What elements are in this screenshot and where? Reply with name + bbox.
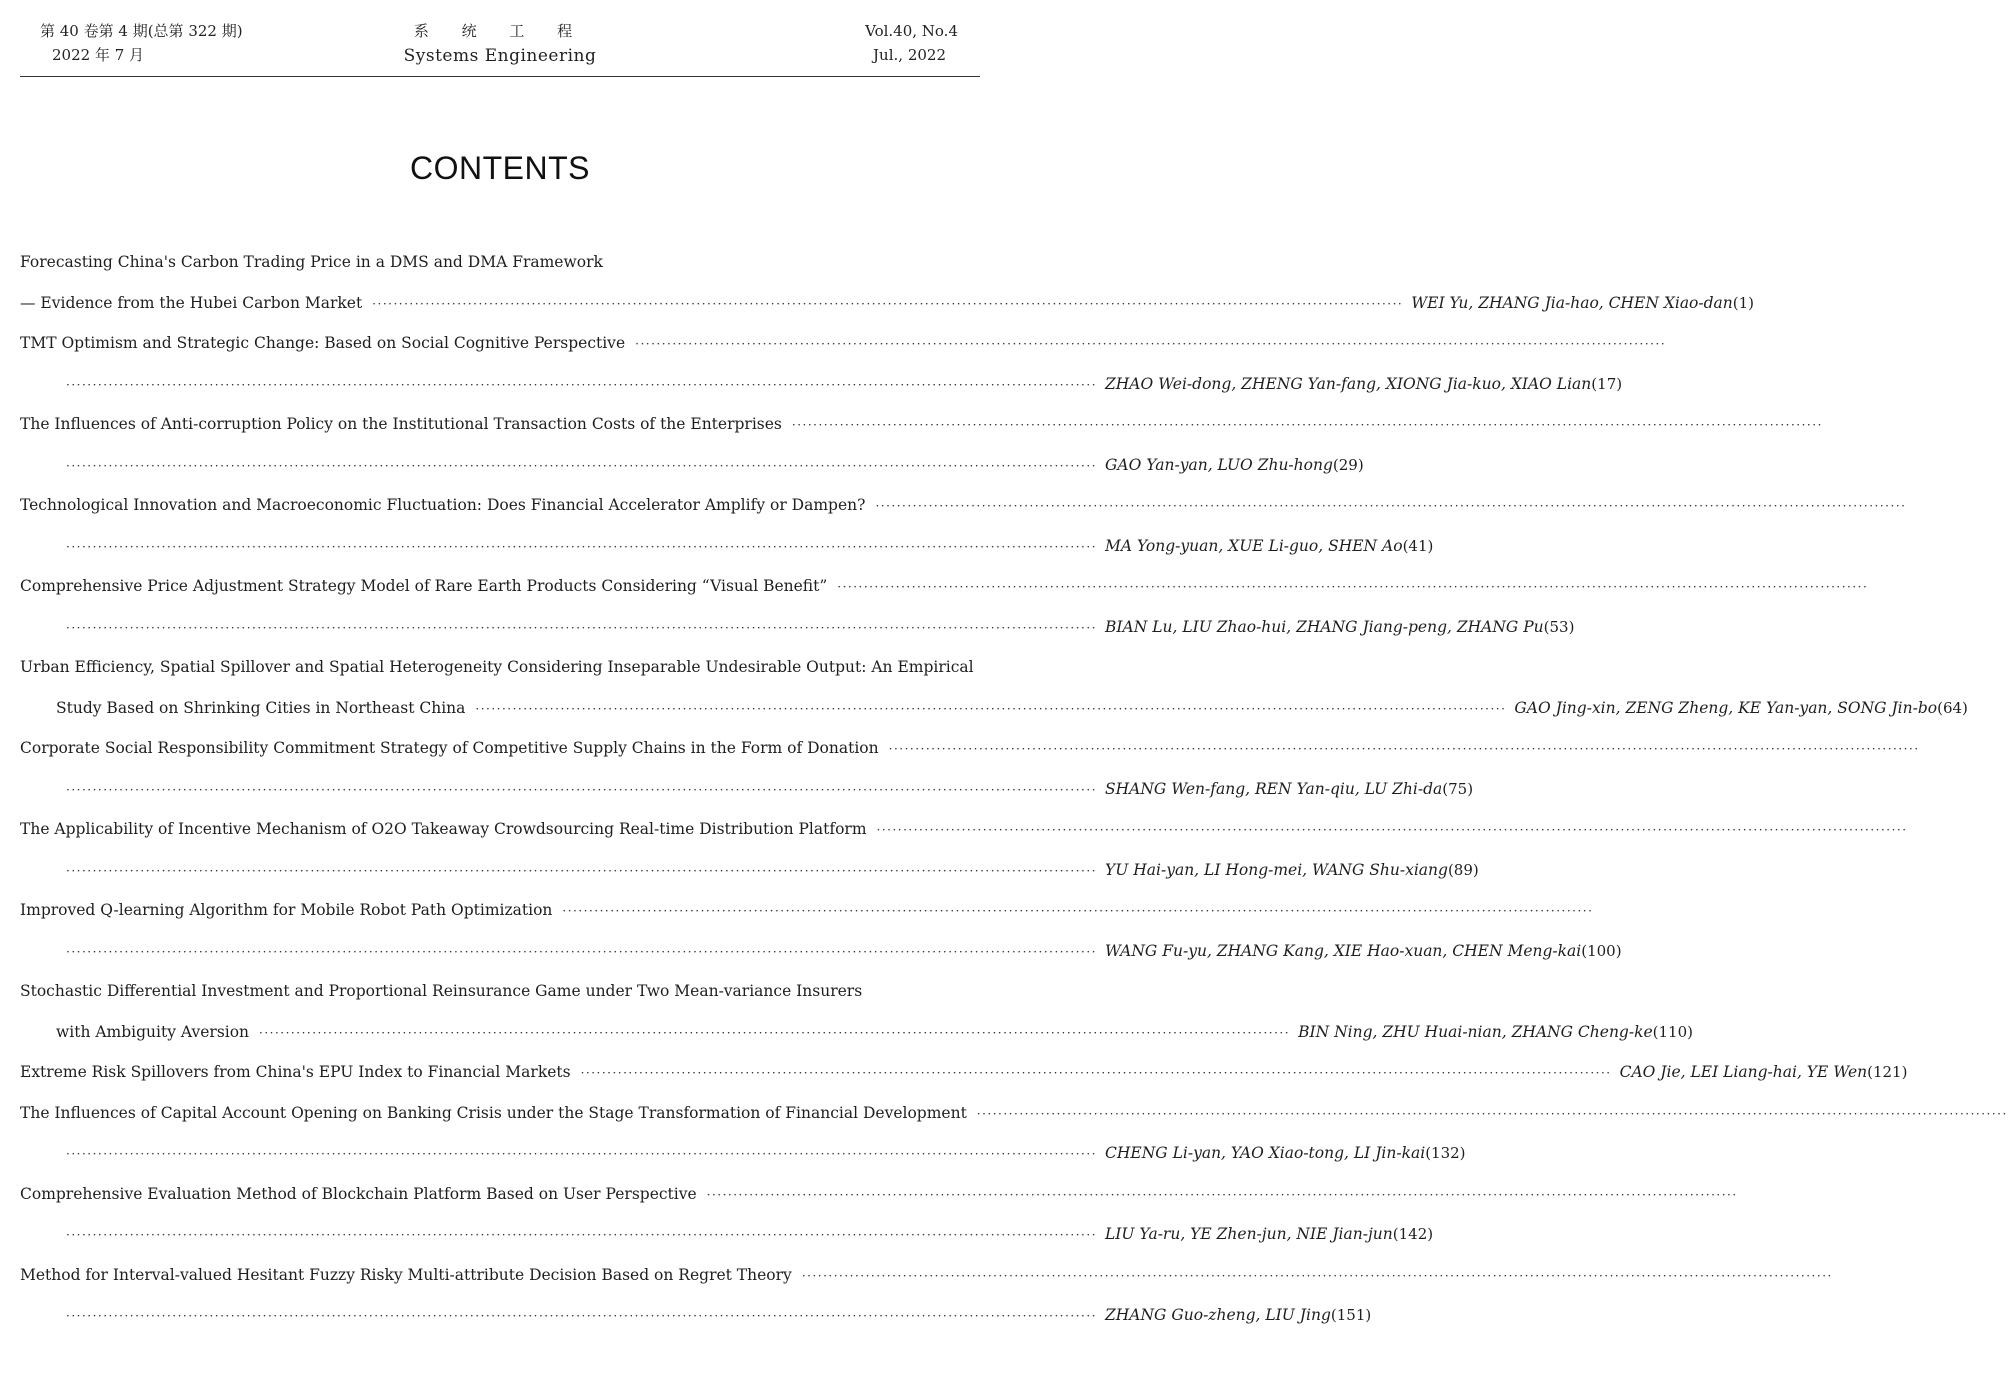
toc-line [20, 809, 980, 850]
date-cn: 2022 年 7 月 [52, 46, 145, 64]
entry-page: (1) [1732, 293, 1755, 312]
entry-title: Method for Interval-valued Hesitant Fuzzy Risky Multi-attribute Decision Based on Regret Theory [20, 1265, 792, 1284]
toc-entry[interactable] [20, 404, 1364, 485]
entry-authors: BIN Ning, ZHU Huai-nian, ZHANG Cheng-ke [1298, 1022, 1653, 1041]
entry-authors: WANG Fu-yu, ZHANG Kang, XIE Hao-xuan, CHEN Meng-kai [1105, 941, 1582, 960]
entry-page: (132) [1425, 1144, 1466, 1162]
entry-title: Technological Innovation and Macroeconomic Fluctuation: Does Financial Accelerator Amplify or Dampen? [20, 496, 866, 514]
leader-dots [66, 608, 1097, 649]
entry-authors: BIAN Lu, LIU Zhao-hui, ZHANG Jiang-peng, ZHANG Pu [1105, 617, 1544, 636]
leader-dots [66, 446, 1097, 487]
toc-entry[interactable] [20, 242, 1755, 323]
entry-authors: LIU Ya-ru, YE Zhen-jun, NIE Jian-jun [1105, 1225, 1393, 1243]
leader-dots [66, 851, 1097, 892]
volume-cn: 第 40 卷第 4 期(总第 322 期) [40, 22, 243, 40]
toc-line [20, 323, 980, 364]
leader-dots [802, 1256, 1833, 1297]
toc-line [20, 769, 1474, 810]
toc-line [20, 850, 1479, 891]
journal-name-en: Systems Engineering [403, 46, 597, 66]
entry-page: (100) [1581, 941, 1622, 960]
leader-dots [707, 1175, 1738, 1216]
entry-authors: CAO Jie, LEI Liang-hai, YE Wen [1619, 1063, 1868, 1081]
toc-line [20, 566, 980, 607]
toc-line [20, 728, 980, 769]
toc-entry[interactable] [20, 1052, 1908, 1093]
entry-authors: ZHANG Guo-zheng, LIU Jing [1105, 1306, 1331, 1324]
leader-dots [875, 486, 1906, 527]
toc-line [20, 1174, 980, 1215]
leader-dots [635, 324, 1666, 365]
toc-line [20, 404, 980, 445]
toc-entry[interactable] [20, 485, 1434, 566]
toc-line [20, 890, 980, 931]
toc-entry[interactable] [20, 1093, 1466, 1174]
entry-title: Forecasting China's Carbon Trading Price in a DMS and DMA Framework [20, 253, 603, 271]
leader-dots [259, 1013, 1290, 1054]
entry-title: The Influences of Capital Account Opening on Banking Crisis under the Stage Transformation of Financial Development [20, 1103, 967, 1122]
toc-entry[interactable] [20, 323, 1623, 404]
entry-page: (151) [1330, 1306, 1372, 1324]
leader-dots [837, 567, 1868, 608]
entry-title-cont: — Evidence from the Hubei Carbon Market [20, 293, 363, 312]
leader-dots [977, 1094, 2008, 1135]
toc-entry[interactable] [20, 890, 1622, 971]
leader-dots [792, 405, 1823, 446]
toc-line [20, 1214, 1434, 1255]
entry-authors: YU Hai-yan, LI Hong-mei, WANG Shu-xiang [1105, 860, 1448, 879]
toc-line [20, 971, 980, 1012]
leader-dots [66, 1134, 1097, 1175]
toc-line [20, 445, 1364, 486]
entry-title: Improved Q-learning Algorithm for Mobile Robot Path Optimization [20, 901, 553, 919]
toc-line [20, 607, 1575, 648]
toc-line [20, 1093, 980, 1134]
leader-dots [889, 729, 1920, 770]
entry-title: Corporate Social Responsibility Commitment Strategy of Competitive Supply Chains in the Form of Donation [20, 739, 879, 757]
entry-authors: GAO Yan-yan, LUO Zhu-hong [1105, 455, 1333, 474]
entry-page: (75) [1442, 779, 1474, 798]
toc-entry[interactable] [20, 728, 1474, 809]
toc-line [20, 1052, 1908, 1093]
entry-title-cont: Study Based on Shrinking Cities in Northeast China [56, 698, 466, 717]
entry-title: Urban Efficiency, Spatial Spillover and Spatial Heterogeneity Considering Inseparable Undesirable Output: An Empirical [20, 658, 974, 676]
entry-page: (53) [1543, 617, 1575, 636]
toc-entry[interactable] [20, 971, 1693, 1052]
leader-dots [475, 689, 1506, 730]
entry-title: The Applicability of Incentive Mechanism of O2O Takeaway Crowdsourcing Real-time Distribution Platform [20, 820, 867, 838]
toc-line [20, 1012, 1693, 1053]
entry-title: Extreme Risk Spillovers from China's EPU Index to Financial Markets [20, 1063, 571, 1081]
leader-dots [66, 527, 1097, 568]
entry-authors: WEI Yu, ZHANG Jia-hao, CHEN Xiao-dan [1411, 293, 1733, 312]
entry-authors: SHANG Wen-fang, REN Yan-qiu, LU Zhi-da [1105, 779, 1443, 798]
toc-line [20, 283, 1755, 324]
toc-line [20, 485, 980, 526]
contents-list [20, 242, 1968, 1336]
entry-page: (142) [1392, 1225, 1434, 1243]
entry-authors: ZHAO Wei-dong, ZHENG Yan-fang, XIONG Jia-kuo, XIAO Lian [1105, 374, 1592, 393]
entry-page: (29) [1332, 455, 1364, 474]
toc-entry[interactable] [20, 1255, 1372, 1336]
entry-authors: MA Yong-yuan, XUE Li-guo, SHEN Ao [1105, 536, 1403, 555]
toc-line [20, 688, 1968, 729]
toc-line [20, 242, 980, 283]
toc-entry[interactable] [20, 1174, 1434, 1255]
entry-title: Comprehensive Evaluation Method of Blockchain Platform Based on User Perspective [20, 1184, 697, 1203]
leader-dots [66, 1296, 1097, 1337]
toc-line [20, 1295, 1372, 1336]
entry-title-cont: with Ambiguity Aversion [56, 1022, 250, 1041]
toc-line [20, 1133, 1466, 1174]
entry-title: TMT Optimism and Strategic Change: Based on Social Cognitive Perspective [20, 334, 626, 352]
entry-authors: GAO Jing-xin, ZENG Zheng, KE Yan-yan, SONG Jin-bo [1514, 698, 1938, 717]
entry-page: (121) [1867, 1063, 1908, 1081]
entry-title: Stochastic Differential Investment and Proportional Reinsurance Game under Two Mean-variance Insurers [20, 982, 863, 1000]
entry-title: Comprehensive Price Adjustment Strategy Model of Rare Earth Products Considering “Visual Benefit” [20, 577, 828, 595]
leader-dots [877, 810, 1908, 851]
entry-page: (89) [1447, 860, 1479, 879]
entry-page: (64) [1937, 698, 1968, 717]
leader-dots [66, 932, 1097, 973]
toc-line [20, 364, 1623, 405]
date-en: Jul., 2022 [873, 46, 946, 64]
journal-name-cn: 系 统 工 程 [413, 22, 587, 40]
volume-en: Vol.40, No.4 [865, 22, 958, 40]
page-header [20, 18, 980, 77]
leader-dots [66, 770, 1097, 811]
entry-page: (41) [1402, 536, 1434, 555]
toc-line [20, 931, 1622, 972]
leader-dots [66, 365, 1097, 406]
entry-page: (110) [1652, 1022, 1693, 1041]
page-title: CONTENTS [410, 150, 590, 186]
toc-line [20, 647, 980, 688]
leader-dots [66, 1215, 1097, 1256]
toc-entry[interactable] [20, 647, 1968, 728]
leader-dots [562, 891, 1593, 932]
entry-authors: CHENG Li-yan, YAO Xiao-tong, LI Jin-kai [1105, 1144, 1426, 1162]
entry-title: The Influences of Anti-corruption Policy on the Institutional Transaction Costs of the Enterprises [20, 415, 782, 433]
toc-entry[interactable] [20, 809, 1479, 890]
entry-page: (17) [1591, 374, 1623, 393]
toc-line [20, 1255, 980, 1296]
toc-entry[interactable] [20, 566, 1575, 647]
toc-line [20, 526, 1434, 567]
leader-dots [372, 284, 1403, 325]
leader-dots [581, 1053, 1612, 1094]
